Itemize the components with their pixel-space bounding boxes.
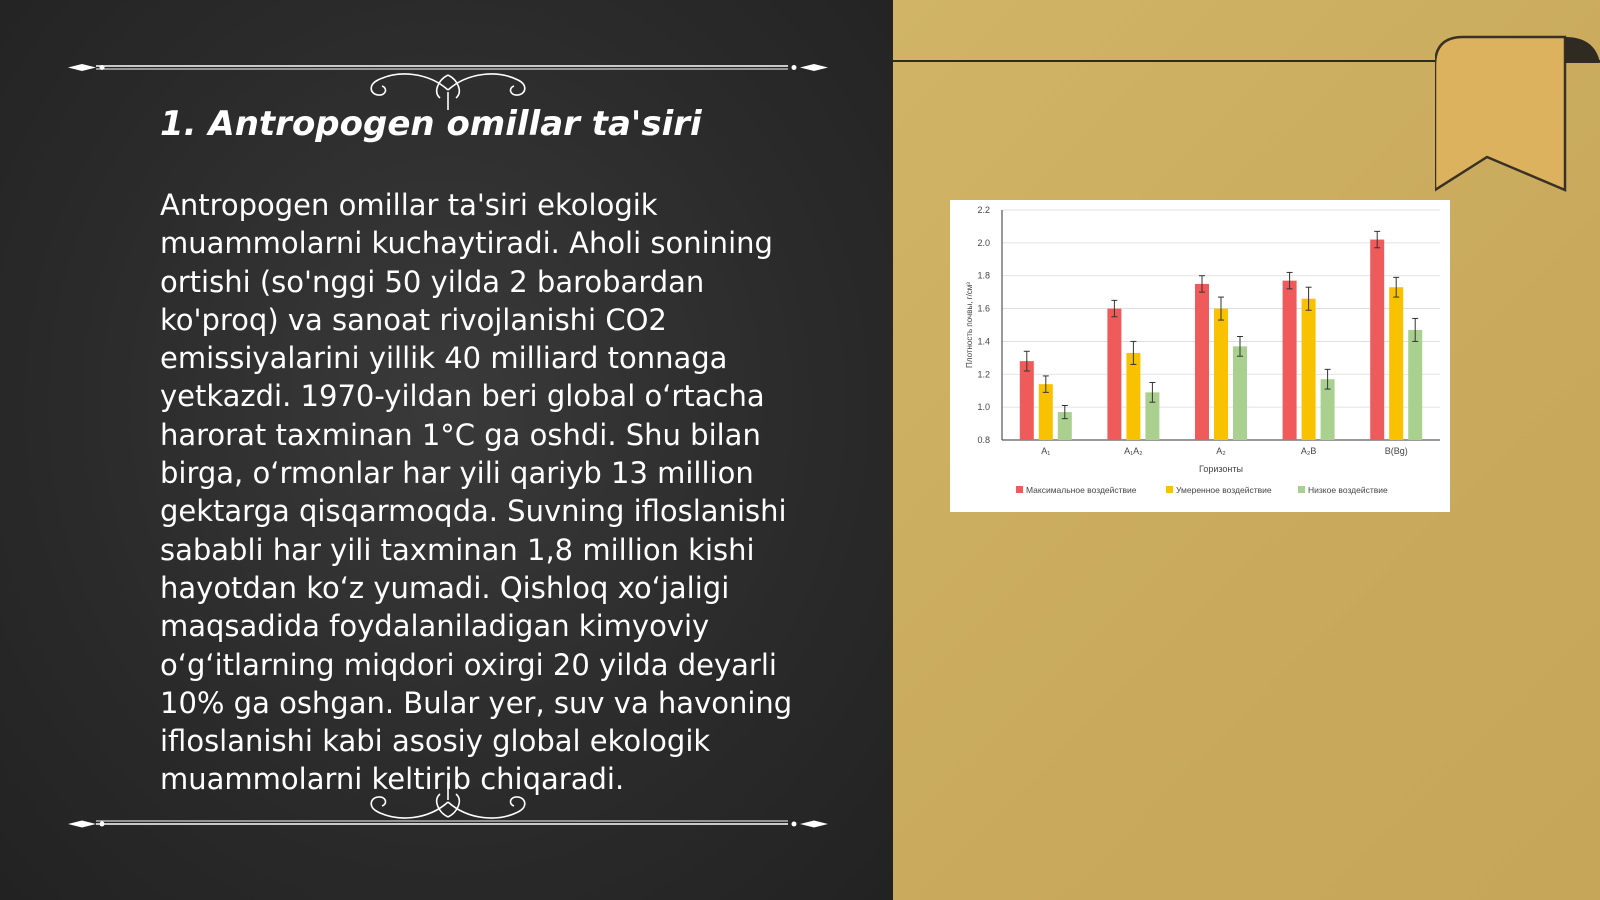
- x-tick-label: A₁: [1041, 446, 1051, 456]
- slide-title: 1. Antropogen omillar ta'siri: [160, 104, 702, 144]
- legend-swatch: [1166, 486, 1173, 493]
- legend-swatch: [1298, 486, 1305, 493]
- bar: [1302, 299, 1316, 440]
- bar: [1408, 330, 1422, 440]
- bar: [1370, 240, 1384, 440]
- legend-label: Низкое воздействие: [1308, 485, 1388, 495]
- y-tick-label: 1.2: [977, 369, 990, 380]
- y-axis-label: Плотность почвы, г/см³: [965, 282, 974, 368]
- legend-label: Умеренное воздействие: [1176, 485, 1272, 495]
- bar: [1389, 287, 1403, 440]
- y-tick-label: 1.6: [977, 303, 990, 314]
- x-tick-label: A₂B: [1300, 446, 1317, 456]
- y-tick-label: 2.0: [977, 237, 990, 248]
- top-ornament: [68, 50, 828, 110]
- y-tick-label: 1.4: [977, 336, 990, 347]
- x-axis-label: Горизонты: [1199, 464, 1243, 474]
- y-tick-label: 1.0: [977, 402, 990, 413]
- bar: [1214, 309, 1228, 440]
- y-tick-label: 2.2: [977, 205, 990, 215]
- bar: [1126, 353, 1140, 440]
- x-tick-label: B(Bg): [1384, 446, 1408, 456]
- bar: [1283, 281, 1297, 440]
- legend-label: Максимальное воздействие: [1026, 485, 1137, 495]
- bar: [1195, 284, 1209, 440]
- bar: [1020, 361, 1034, 440]
- y-tick-label: 1.8: [977, 270, 990, 281]
- y-tick-label: 0.8: [977, 435, 990, 445]
- x-tick-label: A₂: [1216, 446, 1226, 456]
- bottom-ornament: [68, 782, 828, 842]
- bar: [1233, 346, 1247, 440]
- legend-swatch: [1016, 486, 1023, 493]
- x-tick-label: A₁A₂: [1124, 446, 1143, 456]
- chart-image: [950, 200, 1450, 512]
- bar: [1107, 309, 1121, 440]
- slide-body-text: Antropogen omillar ta'siri ekologik muammolarni kuchaytiradi. Aholi sonining ortishi (so'nggi 50 yilda 2 barobardan ko'proq) va sanoat rivojlanishi CO2 emissiyalarini yillik 40 milliard tonnaga yetkazdi. 1970-yildan beri global o‘rtacha harorat taxminan 1°C ga oshdi. Shu bilan birga, o‘rmonlar har yili qariyb 13 million gektarga qisqarmoqda. Suvning ifloslanishi sababli har yili taxminan 1,8 million kishi hayotdan ko‘z yumadi. Qishloq xo‘jaligi maqsadida foydalaniladigan kimyoviy o‘g‘itlarning miqdori oxirgi 20 yilda deyarli 10% ga oshgan. Bular yer, suv va havoning ifloslanishi kabi asosiy global ekologik muammolarni keltirib chiqaradi.: [160, 188, 793, 797]
- bookmark-icon: [1435, 35, 1600, 200]
- bar-chart: [950, 200, 1450, 512]
